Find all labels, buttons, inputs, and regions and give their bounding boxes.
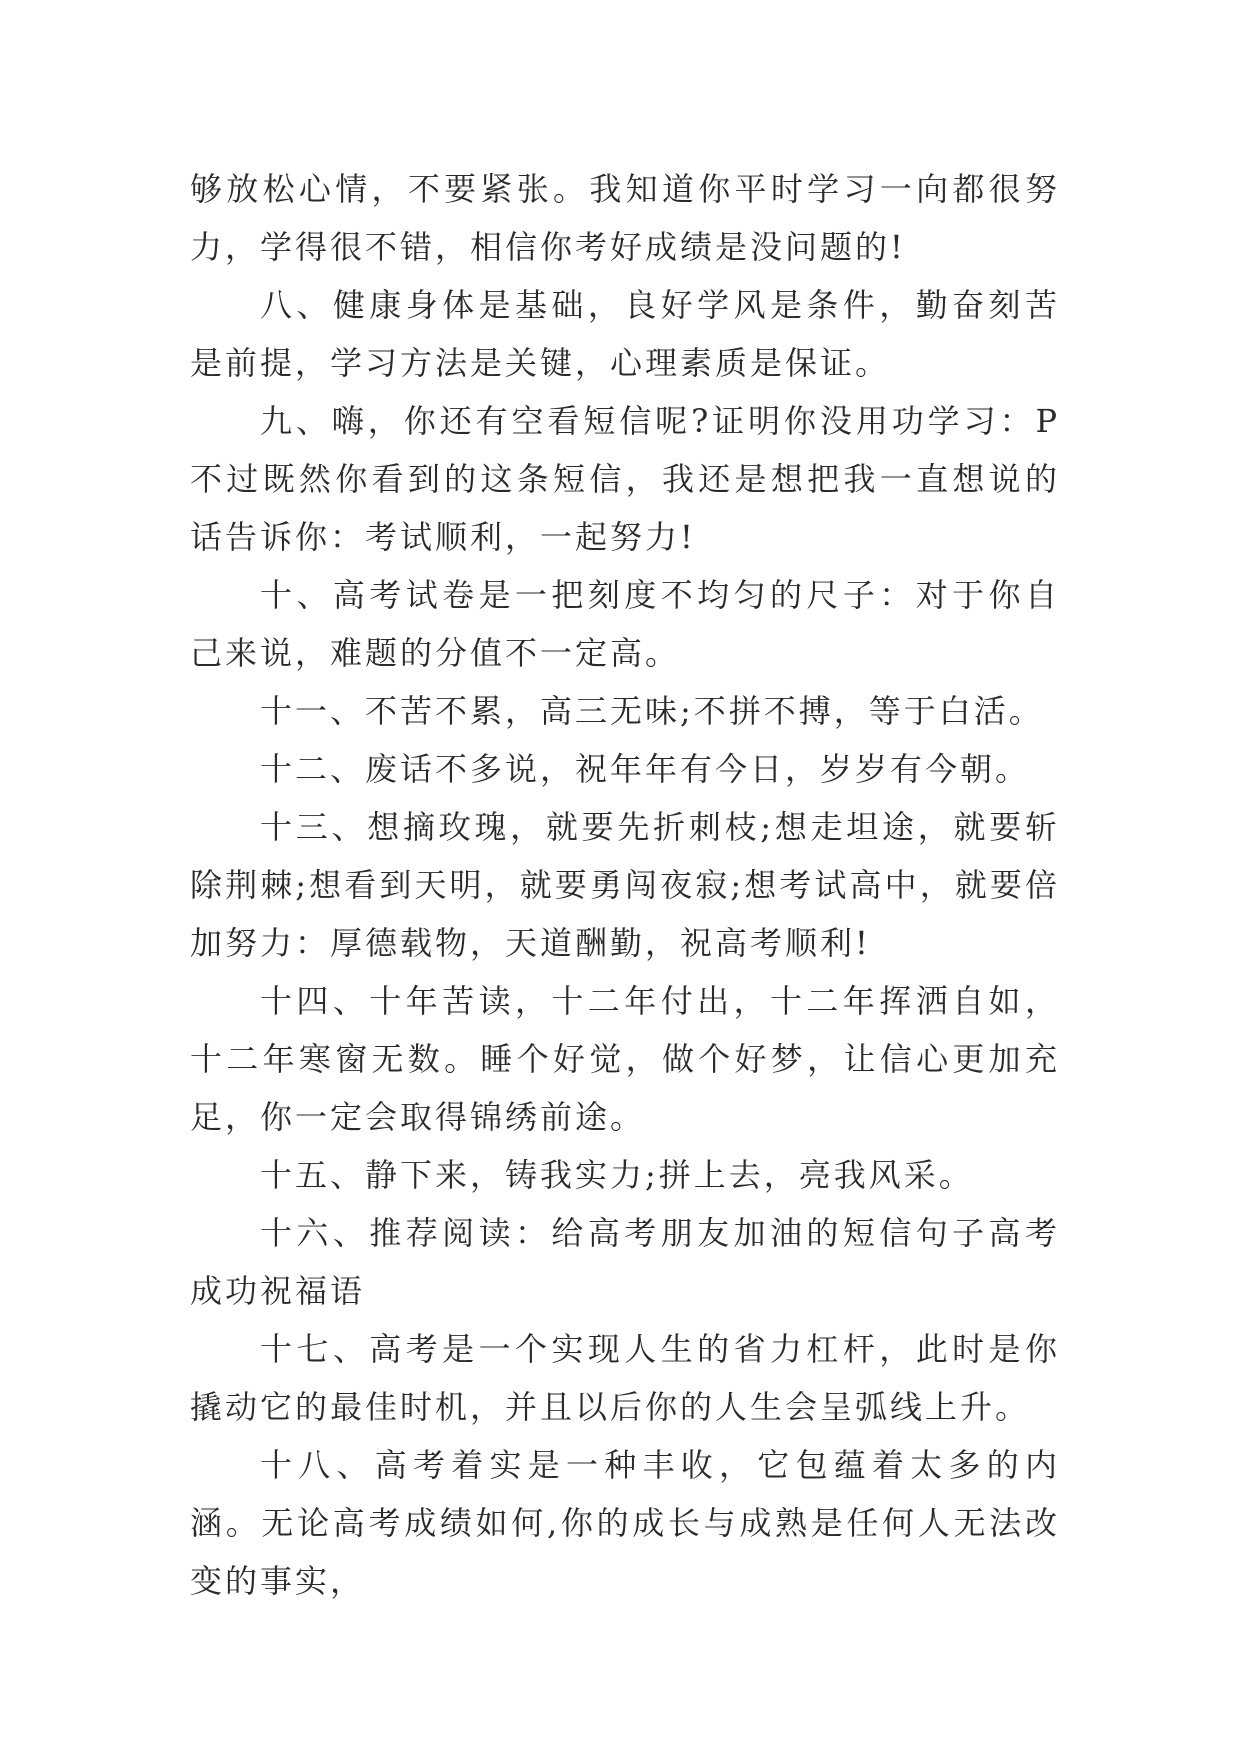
paragraph-item-13: 十三、想摘玫瑰，就要先折刺枝;想走坦途，就要斩除荆棘;想看到天明，就要勇闯夜寂;想考试高中，就要倍加努力：厚德载物，天道酬勤，祝高考顺利! [190,808,1060,962]
paragraph-item-12: 十二、废话不多说，祝年年有今日，岁岁有今朝。 [260,750,1031,788]
paragraph-item-15: 十五、静下来，铸我实力;拼上去，亮我风采。 [260,1156,974,1194]
paragraph-item-16: 十六、推荐阅读：给高考朋友加油的短信句子高考成功祝福语 [190,1214,1060,1310]
paragraph-item-10: 十、高考试卷是一把刻度不均匀的尺子：对于你自己来说，难题的分值不一定高。 [190,576,1060,672]
paragraph-item-18: 十八、高考着实是一种丰收，它包蕴着太多的内涵。无论高考成绩如何,你的成长与成熟是任何人无法改变的事实， [190,1446,1060,1600]
paragraph-item-14: 十四、十年苦读，十二年付出，十二年挥洒自如，十二年寒窗无数。睡个好觉，做个好梦，让信心更加充足，你一定会取得锦绣前途。 [190,982,1060,1136]
paragraph-item-8: 八、健康身体是基础，良好学风是条件，勤奋刻苦是前提，学习方法是关键，心理素质是保证。 [190,286,1060,382]
paragraph-item-11: 十一、不苦不累，高三无味;不拼不搏，等于白活。 [260,692,1044,730]
document-body [190,160,1060,1610]
paragraph-continuation: 够放松心情，不要紧张。我知道你平时学习一向都很努力，学得很不错，相信你考好成绩是没问题的! [190,170,1060,266]
paragraph-item-9: 九、嗨，你还有空看短信呢?证明你没用功学习：P 不过既然你看到的这条短信，我还是想把我一直想说的话告诉你：考试顺利，一起努力! [190,402,1060,556]
paragraph-item-17: 十七、高考是一个实现人生的省力杠杆，此时是你撬动它的最佳时机，并且以后你的人生会呈弧线上升。 [190,1330,1060,1426]
